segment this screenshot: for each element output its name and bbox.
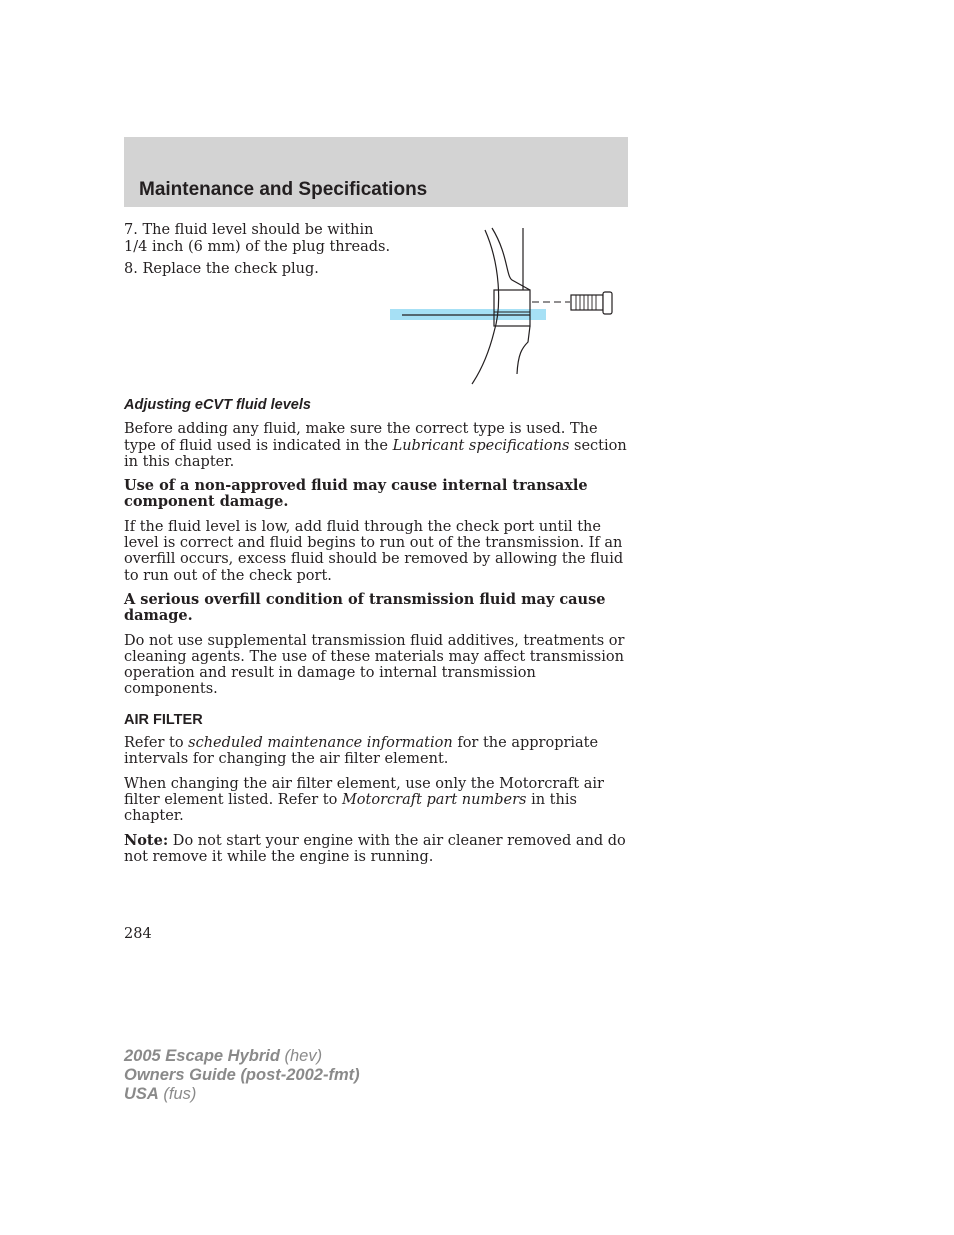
note-label: Note: xyxy=(124,831,169,849)
lubricant-spec-ref: Lubricant specifications xyxy=(392,437,570,454)
ecvt-heading: Adjusting eCVT fluid levels xyxy=(124,397,311,413)
air-filter-note: Note: Do not start your engine with the air cleaner removed and do not remove it while the engine is running. xyxy=(124,831,626,865)
document-footer xyxy=(124,1047,360,1104)
step-8-text: 8. Replace the check plug. xyxy=(124,261,319,277)
case-lower-contour xyxy=(517,326,530,374)
ecvt-paragraph-1: Before adding any fluid, make sure the correct type is used. The type of fluid used is indicated in the Lubricant specifications section in this chapter. xyxy=(124,421,627,470)
ecvt-paragraph-3: Do not use supplemental transmission fluid additives, treatments or cleaning agents. The use of these materials may affect transmission operation and result in damage to internal transmission components. xyxy=(124,632,625,698)
check-plug-head xyxy=(603,292,612,314)
main-text-column xyxy=(124,397,629,873)
check-port xyxy=(494,290,530,326)
page-number: 284 xyxy=(124,926,152,942)
step-7-text: 7. The fluid level should be within 1/4 inch (6 mm) of the plug threads. xyxy=(124,222,391,255)
check-plug-illustration xyxy=(388,224,618,388)
ecvt-paragraph-2: If the fluid level is low, add fluid through the check port until the level is correct and fluid begins to run out of the transmission. If an overfill occurs, excess fluid should be removed by allowing the fluid to run out of the check port. xyxy=(124,518,624,584)
transaxle-case-outline xyxy=(472,230,499,384)
footer-line-1: 2005 Escape Hybrid (hev) xyxy=(124,1047,323,1065)
section-title: Maintenance and Specifications xyxy=(139,179,428,200)
footer-line-2: Owners Guide (post-2002-fmt) xyxy=(124,1066,360,1084)
footer-line-3: USA (fus) xyxy=(124,1085,197,1103)
ecvt-warning-1: Use of a non-approved fluid may cause internal transaxle component damage. xyxy=(124,477,588,511)
air-filter-paragraph-1: Refer to scheduled maintenance information for the appropriate intervals for changing the air filter element. xyxy=(124,735,599,768)
air-filter-heading: AIR FILTER xyxy=(124,711,203,728)
section-header-band xyxy=(124,137,628,207)
scheduled-maintenance-ref: scheduled maintenance information xyxy=(188,735,453,752)
ecvt-warning-2: A serious overfill condition of transmission fluid may cause damage. xyxy=(124,590,606,625)
motorcraft-part-numbers-ref: Motorcraft part numbers xyxy=(341,791,527,808)
air-filter-paragraph-2: When changing the air filter element, use only the Motorcraft air filter element listed. Refer to Motorcraft part numbers in this chapter. xyxy=(124,775,604,825)
